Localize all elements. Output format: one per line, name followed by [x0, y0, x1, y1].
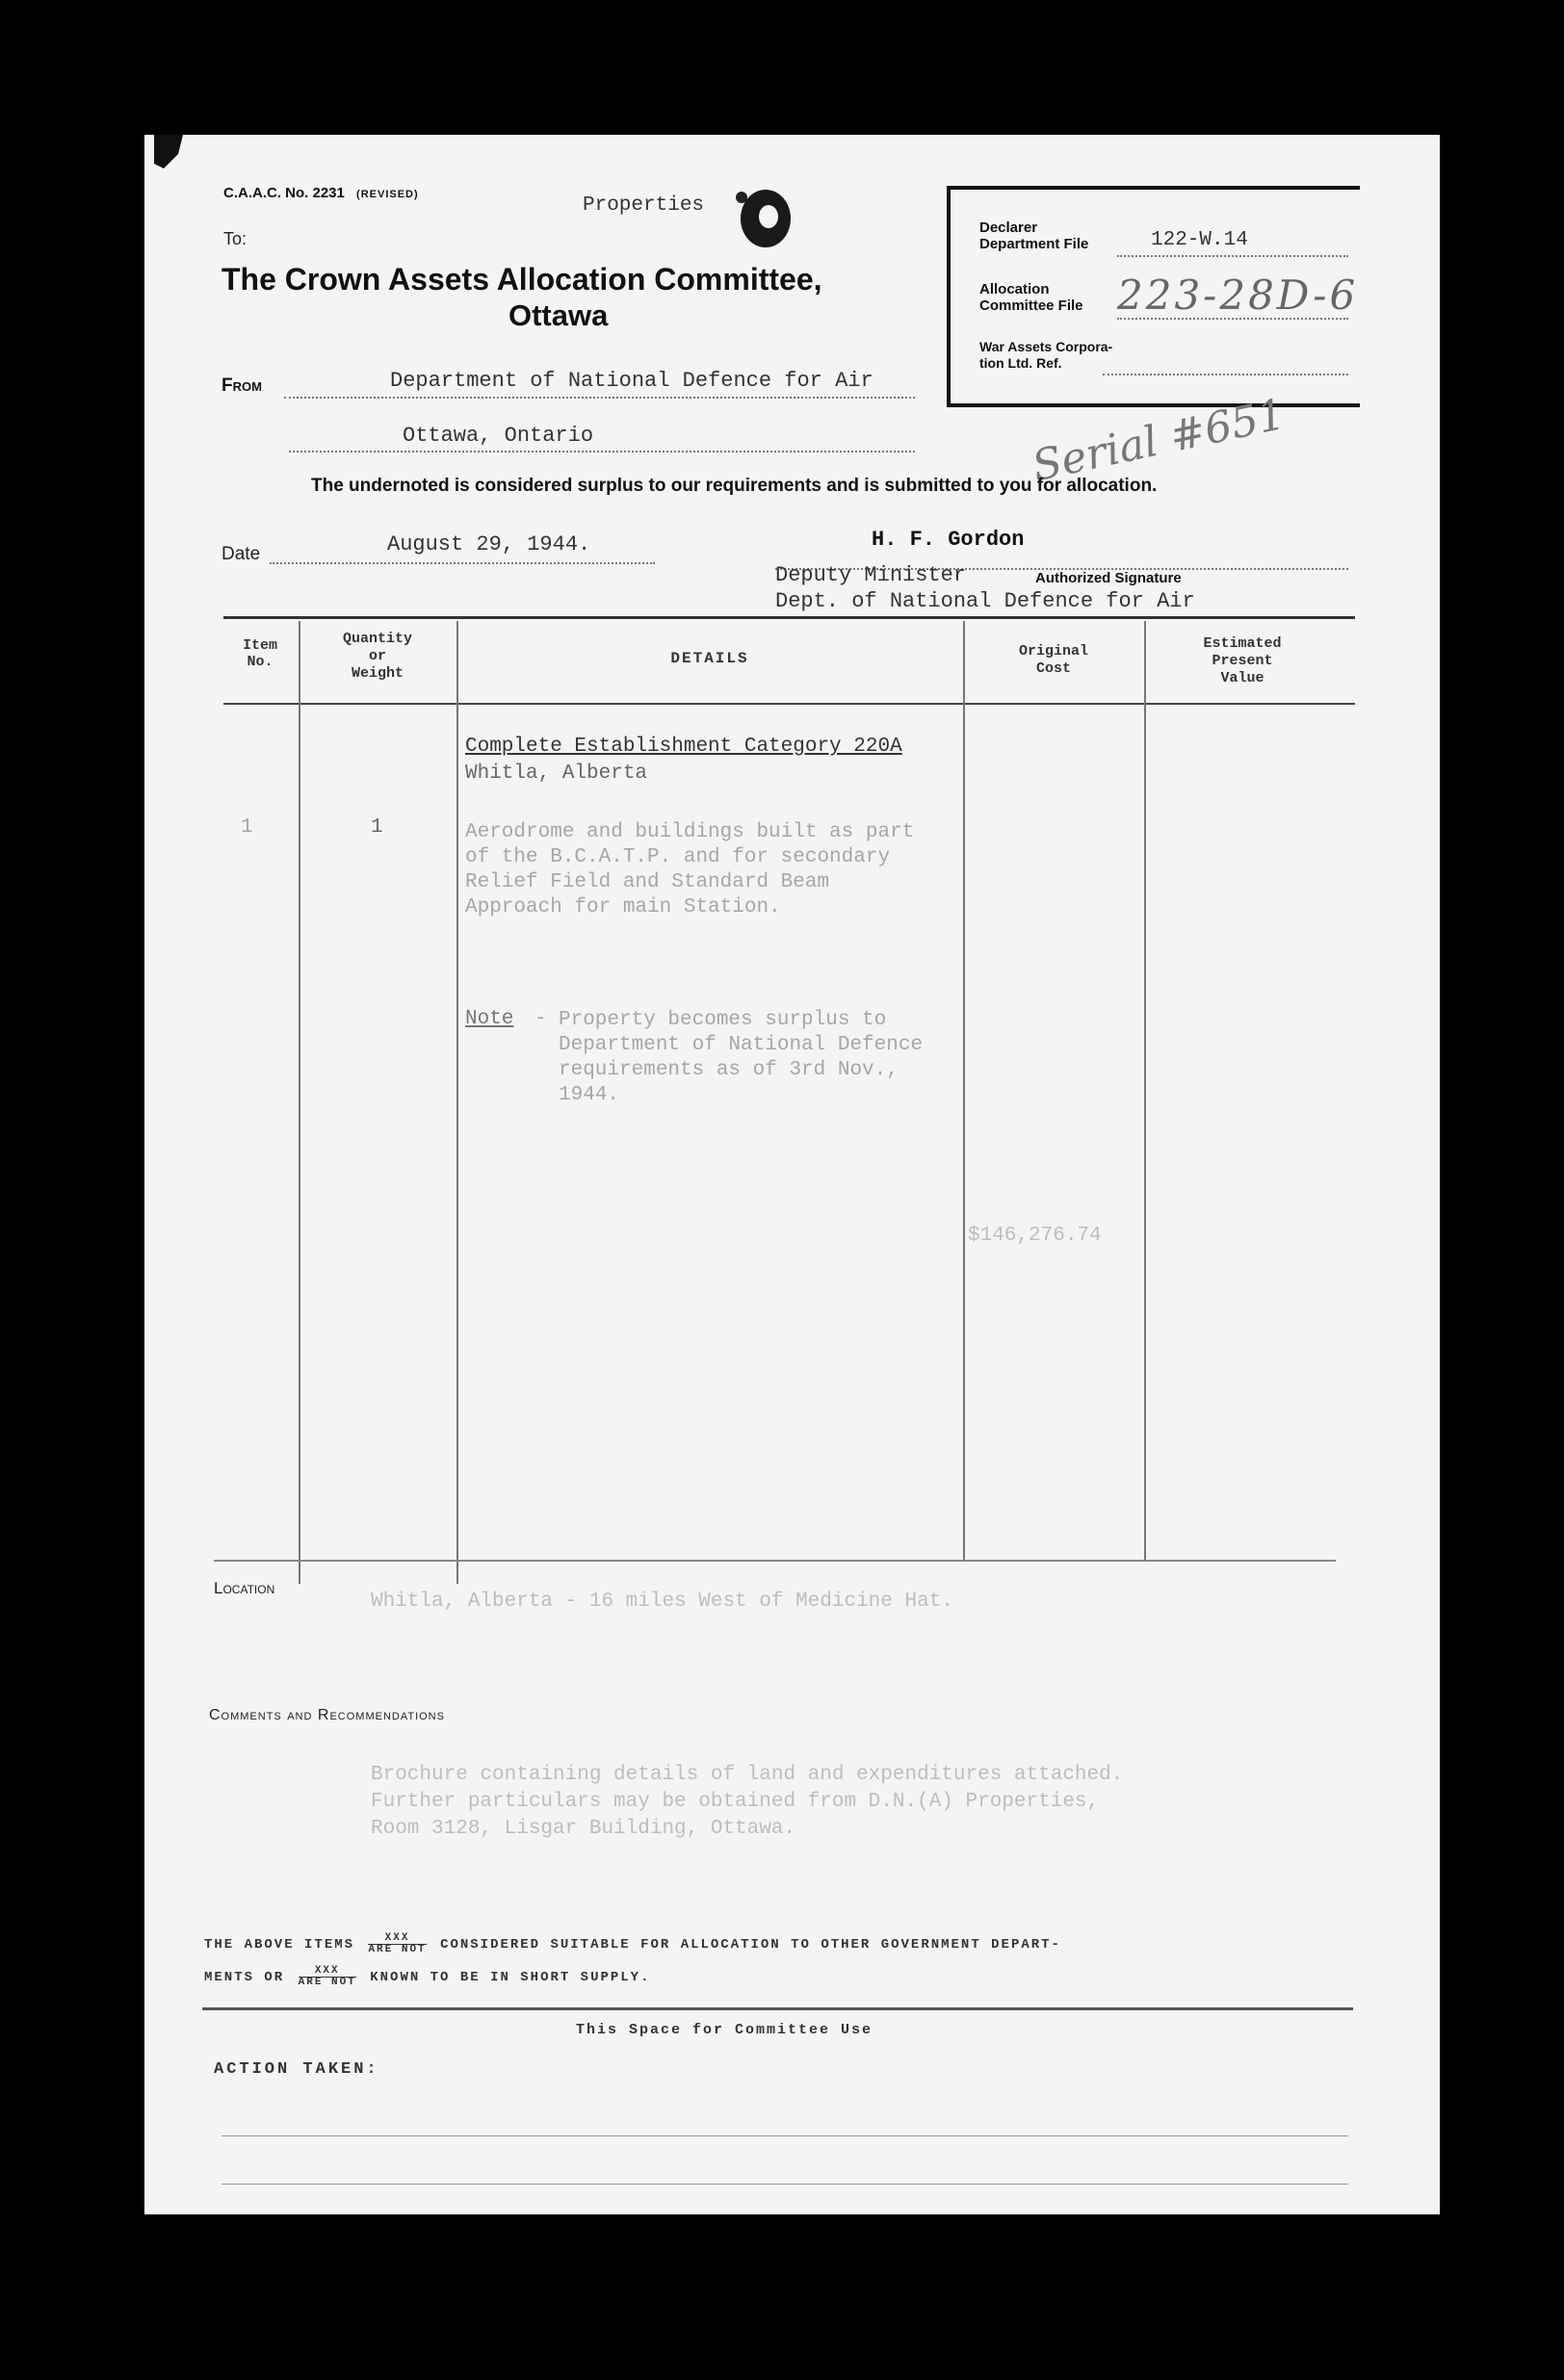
committee-name: The Crown Assets Allocation Committee,	[222, 262, 822, 297]
row-item-no: 1	[241, 816, 253, 839]
suitability-line-1: THE ABOVE ITEMS XXX ARE NOT CONSIDERED SUITABLE FOR ALLOCATION TO OTHER GOVERNMENT DEPART-	[204, 1932, 1061, 1955]
row-original-cost: $146,276.74	[968, 1225, 1102, 1247]
allocation-label: Allocation Committee File	[979, 281, 1083, 314]
header-present-value: Estimated Present Value	[1203, 635, 1282, 686]
table-bottom-rule	[214, 1560, 1336, 1562]
action-line-1	[222, 2135, 1348, 2136]
row-note-text: Property becomes surplus to Department of National Defence requirements as of 3rd Nov., 1944.	[559, 1009, 924, 1106]
header-original-cost: Original Cost	[1018, 643, 1088, 677]
comments-text: Brochure containing details of land and expenditures attached. Further particulars may be obtained from D.N.(A) Properties, Room 3128, Lisgar Building, Ottawa.	[371, 1764, 1124, 1840]
location-label: Location	[214, 1579, 275, 1597]
suitability-line-2: MENTS OR XXX ARE NOT KNOWN TO BE IN SHORT SUPPLY.	[204, 1965, 651, 1988]
ink-blot	[722, 178, 809, 255]
row-place: Whitla, Alberta	[465, 763, 648, 785]
category-label: Properties	[583, 194, 705, 217]
surplus-statement: The undernoted is considered surplus to our requirements and is submitted to you for allocation.	[311, 476, 1158, 496]
date-label: Date	[222, 544, 261, 564]
allocation-file-value: 223-28D-6	[1117, 272, 1359, 319]
table-top-rule	[223, 616, 1355, 619]
signatory-title: Deputy Minister	[775, 563, 967, 587]
comments-label: Comments and Recommendations	[209, 1707, 445, 1723]
serial-handwritten-note: Serial #651	[1028, 389, 1290, 492]
authorized-signature-label: Authorized Signature	[1035, 570, 1182, 586]
location-value: Whitla, Alberta - 16 miles West of Medicine Hat.	[371, 1591, 953, 1613]
header-item-no: Item No.	[242, 637, 277, 670]
signatory-name: H. F. Gordon	[872, 528, 1025, 552]
action-taken-label: ACTION TAKEN:	[214, 2060, 379, 2079]
row-description: Aerodrome and buildings built as part of the B.C.A.T.P. and for secondary Relief Field and Standard Beam Approach for main Station.	[465, 821, 915, 918]
action-line-2	[222, 2184, 1348, 2185]
committee-use-label: This Space for Committee Use	[576, 2022, 873, 2038]
war-assets-label: War Assets Corpora- tion Ltd. Ref.	[979, 339, 1113, 371]
form-number: C.A.A.C. No. 2231 (REVISED)	[223, 185, 419, 201]
from-label: From	[222, 375, 262, 396]
row-heading: Complete Establishment Category 220A	[465, 736, 902, 758]
to-label: To:	[223, 229, 248, 248]
from-department: Department of National Defence for Air	[390, 369, 873, 393]
committee-city: Ottawa	[508, 298, 609, 332]
signatory-department: Dept. of National Defence for Air	[775, 589, 1195, 613]
row-quantity: 1	[371, 816, 383, 839]
declarer-label: Declarer Department File	[979, 220, 1089, 252]
header-quantity: Quantity or Weight	[342, 631, 412, 682]
row-note-dash: -	[534, 1008, 547, 1030]
from-city: Ottawa, Ontario	[403, 424, 594, 448]
corner-mark	[154, 135, 193, 173]
date-value: August 29, 1944.	[387, 532, 591, 556]
table-header-rule	[223, 703, 1355, 705]
declarer-file-value: 122-W.14	[1151, 229, 1248, 251]
header-details: DETAILS	[670, 650, 749, 667]
committee-use-rule	[202, 2007, 1353, 2010]
row-note-label: Note	[465, 1008, 514, 1030]
